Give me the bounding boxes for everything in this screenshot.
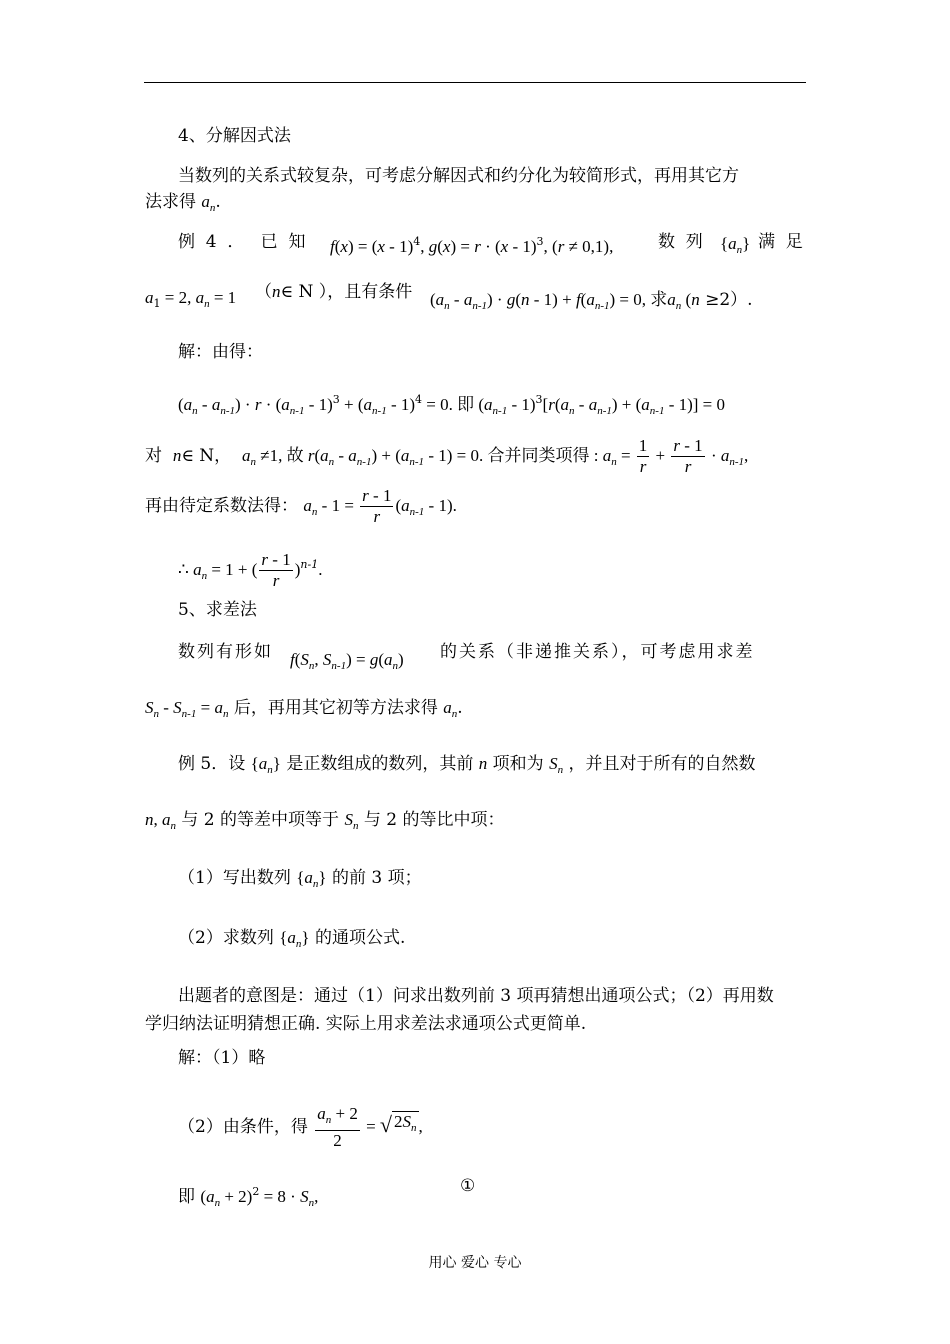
example-5-line1: 例 5．设 $\{a_n\}$ 是正数组成的数列，其前 n 项和为 $S_n$ ，并且对于所有的自然数: [178, 754, 756, 776]
section-4-intro-line2: 法求得 $a_n$.: [145, 192, 221, 214]
example-4-satisfy: 满 足: [758, 232, 803, 252]
header-rule: [144, 82, 806, 83]
solution-5-a2: （2）由条件，得 $\frac{a_n + 2}{2}$ = √ $2S_n$ ,: [178, 1104, 423, 1150]
example-4-label: 例 4 ． 已 知: [178, 232, 306, 252]
example-4-domain: （n∈ N ），且有条件: [255, 282, 413, 302]
example-4-seq: $\{a_n\}$: [720, 234, 751, 256]
example-5-line2: n, $a_n$ 与 2 的等差中项等于 $S_n$ 与 2 的等比中项：: [145, 810, 505, 832]
section-5-intro-line2: $S_n - S_{n-1} = a_n$ 后，再用其它初等方法求得 $a_n$.: [145, 698, 463, 720]
section-5-title: 5、求差法: [178, 600, 257, 620]
solution-5-a3: 即 $(a_n + 2)^2 = 8 \cdot S_n$,: [178, 1185, 319, 1209]
solution-5-a1: 解：（1）略: [178, 1048, 266, 1068]
section-4-intro-line1: 当数列的关系式较复杂，可考虑分解因式和约分化为较简形式，再用其它方: [178, 166, 739, 186]
section-5-intro-formula: $f(S_n$, $S_{n-1}) = g(a_n)$: [290, 650, 404, 672]
intent-line1: 出题者的意图是：通过（1）问求出数列前 3 项再猜想出通项公式；（2）再用数: [178, 986, 774, 1006]
page-footer: 用心 爱心 专心: [428, 1255, 522, 1271]
example-4-seq-label: 数 列: [658, 232, 703, 252]
solution-4-line1: $(a_n - a_{n-1}) \cdot r \cdot (a_{n-1} - 1)^3 + (a_{n-1} - 1)^4 = 0$. 即 $(a_{n-1} - 1)^3[r(a_n - a_{n-1}) + (a_{n-1} - 1)] = 0$: [178, 393, 726, 417]
equation-marker: ①: [460, 1176, 476, 1196]
example-5-q2: （2）求数列 $\{a_n\}$ 的通项公式.: [178, 928, 406, 950]
solution-4-line2: 对 n∈ N， $a_n \ne 1$, 故 $r(a_n - a_{n-1}) + (a_{n-1} - 1) = 0$. 合并同类项得 : $a_n$ = $\frac{1}{r}$ + $\frac{r - 1}{r}$ · $a_{n-1}$,: [145, 436, 749, 476]
solution-4-line4: ∴ $a_n = 1$ + ( $\frac{r - 1}{r}$ )$^{n-1}$.: [178, 550, 323, 590]
example-4-condition: $(a_n - a_{n-1}) \cdot g(n - 1) + f(a_{n-1}) = 0$, 求$a_n$ (n ≥2）.: [430, 290, 753, 312]
intent-line2: 学归纳法证明猜想正确. 实际上用求差法求通项公式更简单.: [145, 1014, 587, 1034]
example-4-init: $a_1 = 2$, $a_n = 1$: [145, 288, 237, 310]
example-5-q1: （1）写出数列 $\{a_n\}$ 的前 3 项；: [178, 868, 422, 890]
section-4-title: 4、分解因式法: [178, 126, 291, 146]
solution-4-line3: 再由待定系数法得： $a_n - 1$ = $\frac{r - 1}{r}$ $(a_{n-1} - 1)$.: [145, 486, 457, 526]
solution-4-label: 解：由得：: [178, 342, 263, 362]
section-5-intro-b: 的关系（非递推关系），可考虑用求差: [440, 642, 755, 662]
section-5-intro-a: 数列有形如: [178, 642, 273, 662]
example-4-formula: f(x) = (x - 1)$^4$, g(x) = r · (x - 1)$^3$, (r ≠ 0,1),: [330, 235, 614, 256]
